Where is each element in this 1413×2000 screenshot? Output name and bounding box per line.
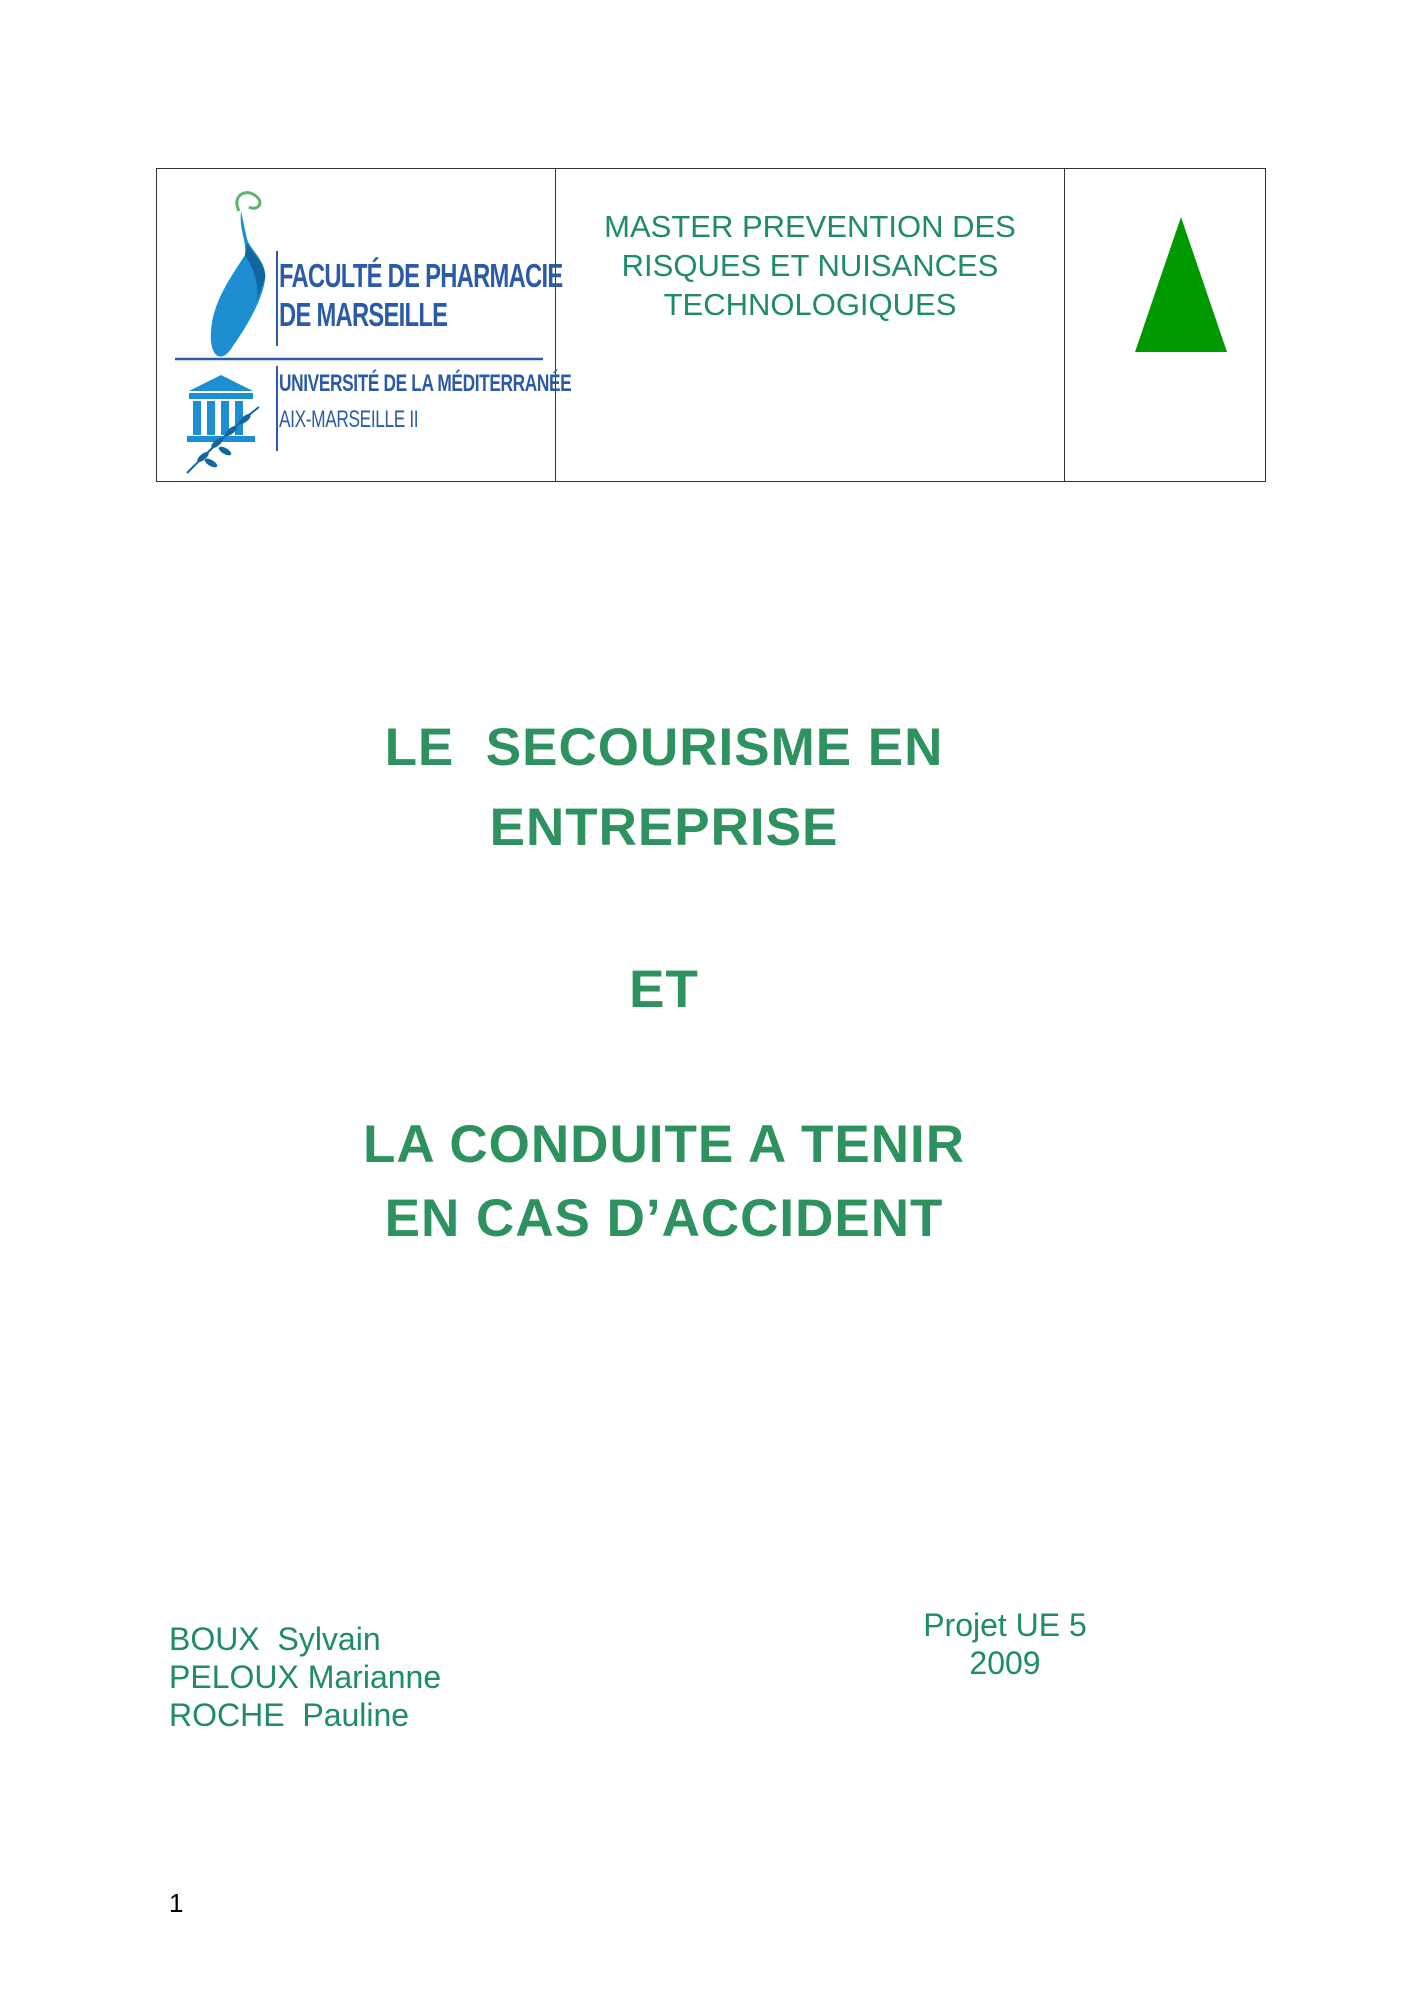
- project-label: Projet UE 5: [923, 1607, 1087, 1643]
- authors-list: [169, 1620, 441, 1734]
- title-line2: ENTREPRISE: [489, 798, 839, 857]
- master-line3: TECHNOLOGIQUES: [663, 287, 957, 322]
- faculty-name: [279, 256, 562, 334]
- master-line1: MASTER PREVENTION DES: [604, 209, 1016, 244]
- title-line1: LE SECOURISME EN: [384, 718, 944, 777]
- faculty-line1: FACULTÉ DE PHARMACIE: [279, 257, 563, 294]
- main-title: [280, 708, 1048, 868]
- faculty-line2: DE MARSEILLE: [279, 296, 448, 333]
- author-3: ROCHE Pauline: [169, 1697, 410, 1733]
- master-cell: [556, 169, 1065, 481]
- university-line1: UNIVERSITÉ DE LA MÉDITERRANÉE: [279, 370, 572, 397]
- project-info: [905, 1606, 1105, 1682]
- title-line4: LA CONDUITE A TENIR: [363, 1115, 965, 1174]
- university-name: [279, 366, 571, 438]
- master-line2: RISQUES ET NUISANCES: [621, 248, 999, 283]
- title-line5: EN CAS D’ACCIDENT: [384, 1189, 944, 1248]
- title-conjunction: [280, 950, 1048, 1030]
- author-2: PELOUX Marianne: [169, 1659, 442, 1695]
- project-year: 2009: [969, 1645, 1041, 1681]
- title-line3: ET: [629, 960, 699, 1019]
- logo-cell: [157, 169, 572, 481]
- subtitle: [280, 1108, 1048, 1256]
- header-table: [156, 168, 1266, 482]
- triangle-icon: [1135, 217, 1227, 352]
- author-1: BOUX Sylvain: [169, 1621, 381, 1657]
- triangle-cell: [1065, 169, 1265, 481]
- master-title: [556, 207, 1064, 324]
- university-line2: AIX-MARSEILLE II: [279, 406, 419, 433]
- page-number: 1: [169, 1888, 184, 1918]
